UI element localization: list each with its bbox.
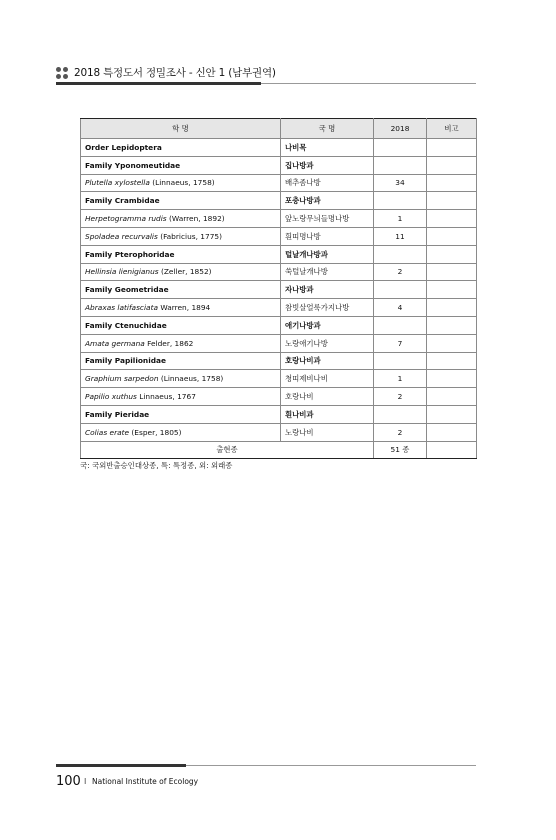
- table-row: [81, 299, 477, 317]
- note-cell: [427, 156, 477, 174]
- count-2018: 7: [374, 334, 427, 352]
- count-2018: [374, 156, 427, 174]
- count-2018: [374, 405, 427, 423]
- table-row: [81, 423, 477, 441]
- col-header-scientific-name: 학 명: [81, 119, 281, 139]
- table-row: [81, 352, 477, 370]
- note-cell: [427, 423, 477, 441]
- note-cell: [427, 192, 477, 210]
- note-cell: [427, 263, 477, 281]
- count-2018: 2: [374, 388, 427, 406]
- korean-name: 자나방과: [281, 281, 374, 299]
- page-number: 100: [56, 774, 81, 789]
- note-cell: [427, 210, 477, 228]
- species-scientific-name: [81, 210, 281, 228]
- note-cell: [427, 352, 477, 370]
- count-2018: 2: [374, 263, 427, 281]
- table-row: [81, 370, 477, 388]
- total-label: 출현종: [81, 441, 374, 459]
- species-author: (Fabricius, 1775): [157, 231, 223, 241]
- species-scientific-name: [81, 388, 281, 406]
- korean-name: 포충나방과: [281, 192, 374, 210]
- species-table: [80, 118, 477, 459]
- korean-name: 청띠제비나비: [281, 370, 374, 388]
- note-cell: [427, 174, 477, 192]
- note-cell: [427, 405, 477, 423]
- count-2018: 4: [374, 299, 427, 317]
- note-cell: [427, 139, 477, 157]
- family-name: Family Papilionidae: [81, 352, 281, 370]
- species-author: (Warren, 1892): [166, 214, 225, 224]
- header-rule: [56, 82, 261, 85]
- footer-rule: [56, 764, 186, 767]
- count-2018: [374, 139, 427, 157]
- total-count: 51 종: [374, 441, 427, 459]
- korean-name: 노랑나비: [281, 423, 374, 441]
- note-cell: [427, 299, 477, 317]
- page-footer: [56, 764, 476, 794]
- header-title: 2018 특정도서 정밀조사 - 신안 1 (남부권역): [74, 67, 276, 79]
- total-row: [81, 441, 477, 459]
- species-binomial: Amata germana: [85, 338, 145, 348]
- family-name: Family Pieridae: [81, 405, 281, 423]
- footer-separator: I: [84, 777, 87, 786]
- korean-name: 흰나비과: [281, 405, 374, 423]
- count-2018: [374, 281, 427, 299]
- species-author: (Zeller, 1852): [158, 267, 212, 277]
- species-author: Warren, 1894: [158, 303, 211, 313]
- korean-name: 호랑나비과: [281, 352, 374, 370]
- count-2018: 11: [374, 227, 427, 245]
- species-scientific-name: [81, 263, 281, 281]
- count-2018: 2: [374, 423, 427, 441]
- table-row: [81, 263, 477, 281]
- species-binomial: Papilio xuthus: [85, 392, 137, 402]
- species-author: Felder, 1862: [144, 338, 194, 348]
- species-author: (Linnaeus, 1758): [149, 178, 215, 188]
- table-footnote: 국: 국외반출승인대상종, 특: 특정종, 외: 외래종: [80, 461, 233, 470]
- table-row: [81, 388, 477, 406]
- table-row: [81, 210, 477, 228]
- species-binomial: Spoladea recurvalis: [85, 231, 158, 241]
- family-name: Family Pterophoridae: [81, 245, 281, 263]
- footer-rule-thin: [186, 765, 476, 766]
- species-binomial: Plutella xylostella: [85, 178, 150, 188]
- species-scientific-name: [81, 174, 281, 192]
- count-2018: [374, 192, 427, 210]
- family-name: Family Geometridae: [81, 281, 281, 299]
- table-row: [81, 174, 477, 192]
- count-2018: [374, 245, 427, 263]
- count-2018: [374, 352, 427, 370]
- family-name: Family Ctenuchidae: [81, 316, 281, 334]
- korean-name: 노랑애기나방: [281, 334, 374, 352]
- species-author: (Linnaeus, 1758): [158, 374, 224, 384]
- col-header-note: 비고: [427, 119, 477, 139]
- family-name: Family Crambidae: [81, 192, 281, 210]
- note-cell: [427, 441, 477, 459]
- note-cell: [427, 245, 477, 263]
- institute-name: National Institute of Ecology: [92, 777, 199, 786]
- table-row: [81, 316, 477, 334]
- species-binomial: Hellinsia lienigianus: [85, 267, 159, 277]
- species-binomial: Abraxas latifasciata: [85, 303, 159, 313]
- count-2018: 34: [374, 174, 427, 192]
- bullet-dots-icon: [56, 67, 68, 79]
- korean-name: 참빗살얼룩가지나방: [281, 299, 374, 317]
- family-name: Family Yponomeutidae: [81, 156, 281, 174]
- table-row: [81, 334, 477, 352]
- table-row: [81, 139, 477, 157]
- note-cell: [427, 334, 477, 352]
- table-header-row: [81, 119, 477, 139]
- note-cell: [427, 370, 477, 388]
- species-binomial: Herpetogramma rudis: [85, 214, 167, 224]
- species-scientific-name: [81, 370, 281, 388]
- table-row: [81, 192, 477, 210]
- korean-name: 앞노랑무늬들명나방: [281, 210, 374, 228]
- species-scientific-name: [81, 423, 281, 441]
- note-cell: [427, 227, 477, 245]
- korean-name: 배추좀나방: [281, 174, 374, 192]
- table-row: [81, 405, 477, 423]
- header-rule-thin: [261, 83, 476, 84]
- table-row: [81, 156, 477, 174]
- korean-name: 털날개나방과: [281, 245, 374, 263]
- korean-name: 애기나방과: [281, 316, 374, 334]
- korean-name: 나비목: [281, 139, 374, 157]
- count-2018: 1: [374, 210, 427, 228]
- species-author: Linnaeus, 1767: [136, 392, 196, 402]
- species-scientific-name: [81, 299, 281, 317]
- count-2018: 1: [374, 370, 427, 388]
- note-cell: [427, 316, 477, 334]
- count-2018: [374, 316, 427, 334]
- korean-name: 쑥털날개나방: [281, 263, 374, 281]
- note-cell: [427, 388, 477, 406]
- table-body: [81, 139, 477, 459]
- korean-name: 집나방과: [281, 156, 374, 174]
- table-row: [81, 227, 477, 245]
- col-header-korean-name: 국 명: [281, 119, 374, 139]
- col-header-year: 2018: [374, 119, 427, 139]
- species-scientific-name: [81, 227, 281, 245]
- korean-name: 흰띠명나방: [281, 227, 374, 245]
- table-row: [81, 245, 477, 263]
- table-row: [81, 281, 477, 299]
- species-binomial: Colias erate: [85, 427, 130, 437]
- running-header: [56, 62, 476, 84]
- species-scientific-name: [81, 334, 281, 352]
- order-name: Order Lepidoptera: [81, 139, 281, 157]
- note-cell: [427, 281, 477, 299]
- species-author: (Esper, 1805): [129, 427, 182, 437]
- species-binomial: Graphium sarpedon: [85, 374, 159, 384]
- korean-name: 호랑나비: [281, 388, 374, 406]
